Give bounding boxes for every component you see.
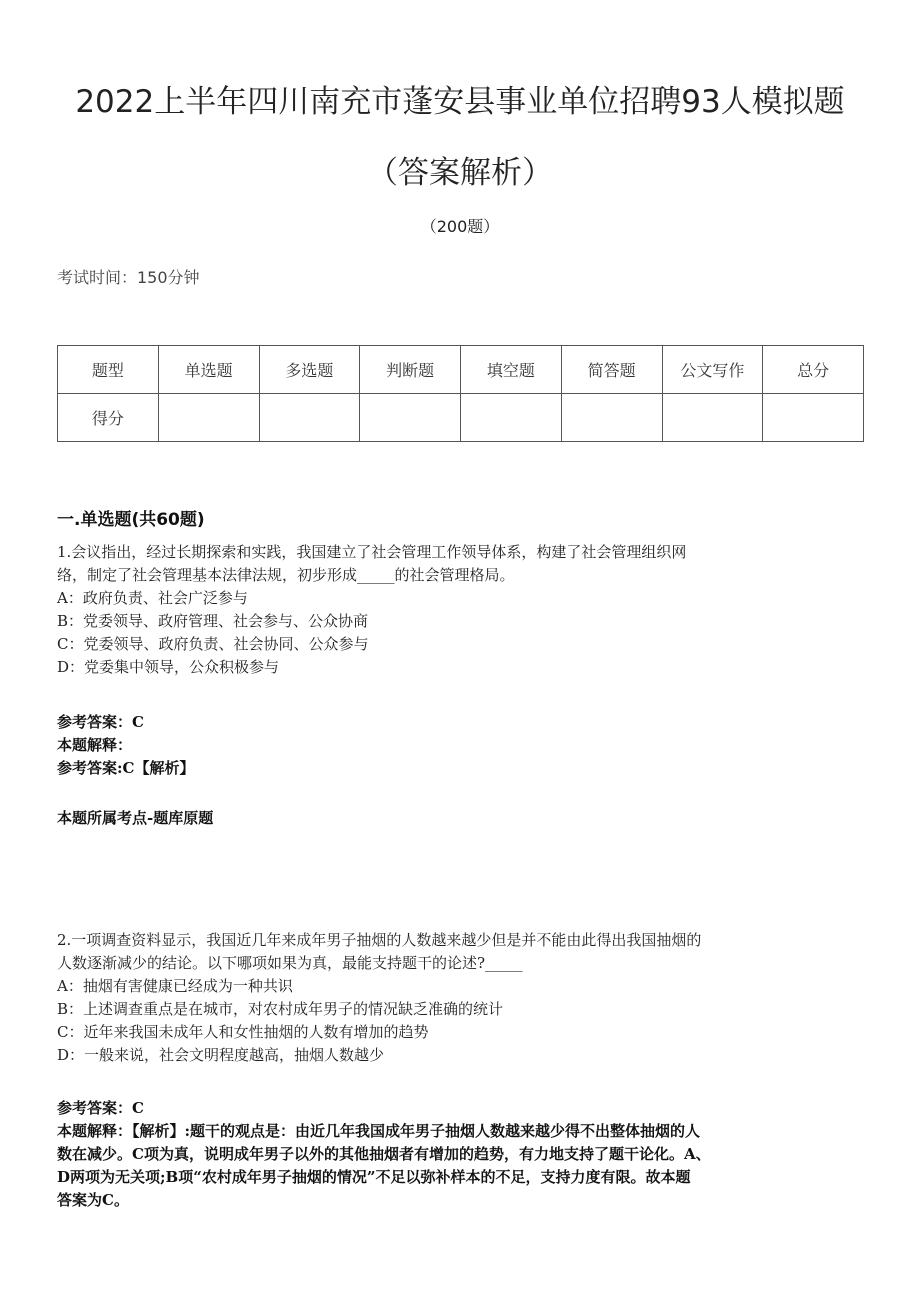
analysis: 答案为C。 <box>57 1191 129 1209</box>
score-cell <box>763 394 864 442</box>
score-cell <box>259 394 360 442</box>
question-1 <box>57 541 857 679</box>
answer-block-2 <box>57 1097 862 1212</box>
option-d: D：一般来说，社会文明程度越高，抽烟人数越少 <box>57 1046 385 1064</box>
analysis: 数在减少。C项为真，说明成年男子以外的其他抽烟者有增加的趋势，有力地支持了题干论化。A、 <box>57 1145 711 1163</box>
score-header-cell: 单选题 <box>158 346 259 394</box>
question-2 <box>57 929 862 1067</box>
analysis-label: 本题解释： <box>57 736 133 754</box>
score-row-label: 得分 <box>58 394 159 442</box>
score-header-cell: 公文写作 <box>662 346 763 394</box>
score-header-cell: 多选题 <box>259 346 360 394</box>
score-cell <box>461 394 562 442</box>
page-title: 2022上半年四川南充市蓬安县事业单位招聘93人模拟题 <box>75 84 845 120</box>
knowledge-point: 本题所属考点-题库原题 <box>57 809 214 827</box>
question-count: （200题） <box>420 217 500 236</box>
score-header-cell: 题型 <box>58 346 159 394</box>
score-header-cell: 判断题 <box>360 346 461 394</box>
option-a: A：政府负责、社会广泛参与 <box>57 589 248 607</box>
option-b: B：党委领导、政府管理、社会参与、公众协商 <box>57 612 369 630</box>
exam-time: 考试时间：150分钟 <box>57 268 200 287</box>
score-cell <box>561 394 662 442</box>
question-stem: 人数逐渐减少的结论。以下哪项如果为真，最能支持题干的论述?_____ <box>57 954 523 972</box>
score-header-cell: 简答题 <box>561 346 662 394</box>
score-cell <box>158 394 259 442</box>
answer-block-1 <box>57 711 862 780</box>
answer: 参考答案：C <box>57 1099 144 1117</box>
score-header-cell: 总分 <box>763 346 864 394</box>
section-title: 一.单选题(共60题) <box>57 510 205 530</box>
analysis: 参考答案:C【解析】 <box>57 759 195 777</box>
question-stem: 2.一项调查资料显示，我国近几年来成年男子抽烟的人数越来越少但是并不能由此得出我国抽烟的 <box>57 931 702 949</box>
analysis: D两项为无关项;B项“农村成年男子抽烟的情况”不足以弥补样本的不足，支持力度有限。故本题 <box>57 1168 691 1186</box>
score-header-cell: 填空题 <box>461 346 562 394</box>
option-d: D：党委集中领导，公众积极参与 <box>57 658 280 676</box>
score-cell <box>360 394 461 442</box>
page-subtitle: （答案解析） <box>367 155 553 191</box>
option-a: A：抽烟有害健康已经成为一种共识 <box>57 977 293 995</box>
question-stem: 1.会议指出，经过长期探索和实践，我国建立了社会管理工作领导体系，构建了社会管理组织网 <box>57 543 687 561</box>
analysis: 本题解释：【解析】:题干的观点是：由近几年我国成年男子抽烟人数越来越少得不出整体抽烟的人 <box>57 1122 701 1140</box>
score-table-score-row <box>58 394 864 442</box>
score-cell <box>662 394 763 442</box>
option-c: C：近年来我国未成年人和女性抽烟的人数有增加的趋势 <box>57 1023 429 1041</box>
score-table-header-row <box>58 346 864 394</box>
score-table <box>57 345 864 442</box>
question-stem: 络，制定了社会管理基本法律法规，初步形成_____的社会管理格局。 <box>57 566 515 584</box>
option-c: C：党委领导、政府负责、社会协同、公众参与 <box>57 635 369 653</box>
answer: 参考答案：C <box>57 713 144 731</box>
option-b: B：上述调查重点是在城市，对农村成年男子的情况缺乏准确的统计 <box>57 1000 504 1018</box>
